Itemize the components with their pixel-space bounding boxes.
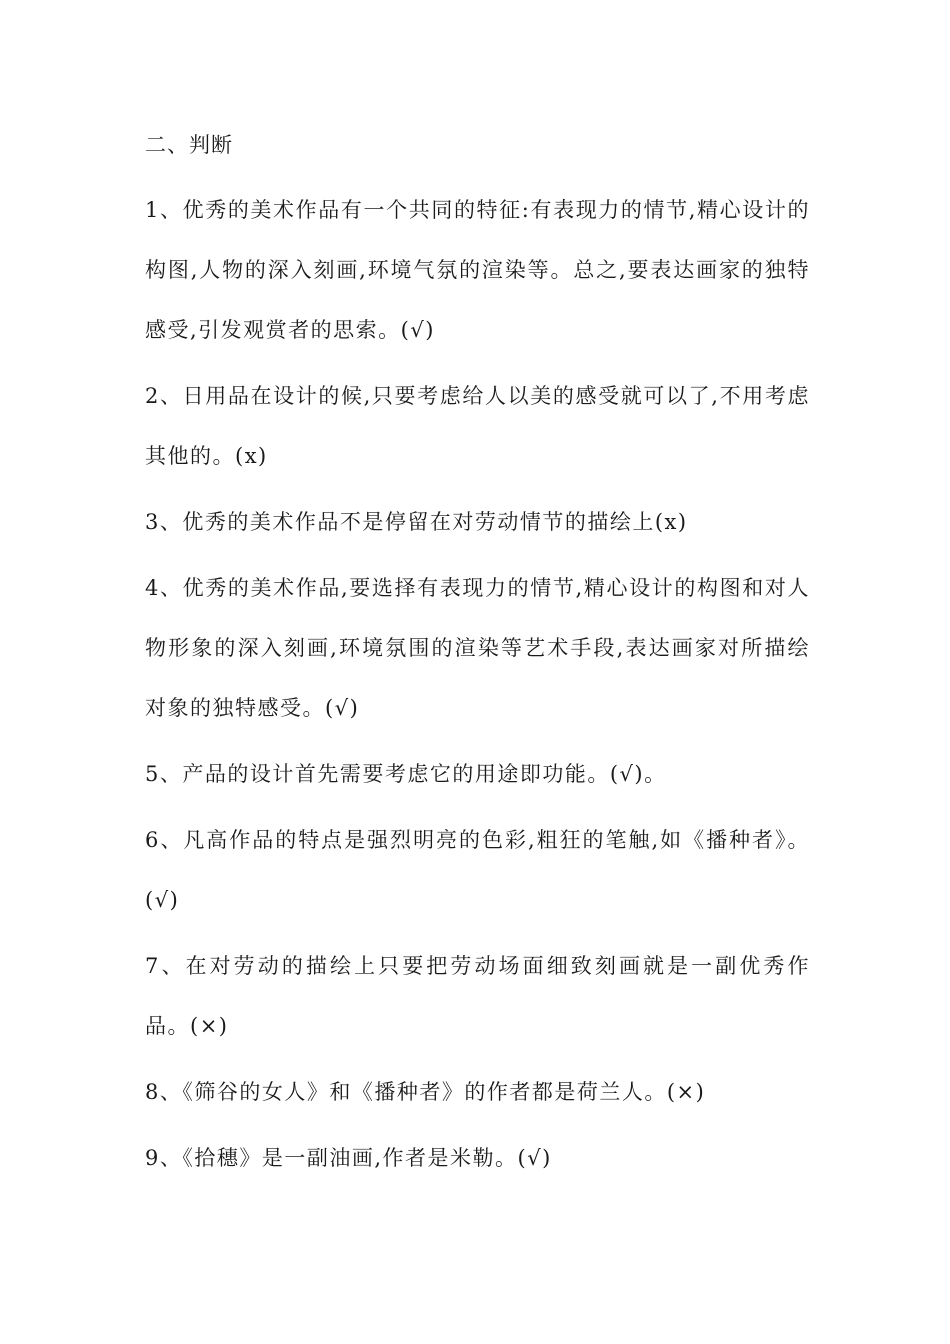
question-item-3: 3、优秀的美术作品不是停留在对劳动情节的描绘上(x) [145, 510, 688, 534]
question-item-7: 7、在对劳动的描绘上只要把劳动场面细致刻画就是一副优秀作品。(×) [145, 954, 810, 1038]
question-item-4: 4、优秀的美术作品,要选择有表现力的情节,精心设计的构图和对人物形象的深入刻画,环境氛围的渲染等艺术手段,表达画家对所描绘对象的独特感受。(√) [145, 576, 810, 720]
question-item-8: 8、《筛谷的女人》和《播种者》的作者都是荷兰人。(×) [145, 1080, 706, 1104]
question-item-1: 1、优秀的美术作品有一个共同的特征:有表现力的情节,精心设计的构图,人物的深入刻画,环境气氛的渲染等。总之,要表达画家的独特感受,引发观赏者的思索。(√) [145, 198, 810, 342]
question-item-9: 9、《拾穗》是一副油画,作者是米勒。(√) [145, 1146, 552, 1170]
section-heading: 二、判断 [145, 133, 233, 157]
question-item-5: 5、产品的设计首先需要考虑它的用途即功能。(√)。 [145, 762, 667, 786]
question-item-2: 2、日用品在设计的候,只要考虑给人以美的感受就可以了,不用考虑其他的。(x) [145, 384, 810, 468]
question-item-6: 6、凡高作品的特点是强烈明亮的色彩,粗狂的笔触,如《播种者》。(√) [145, 828, 810, 912]
document-body [145, 130, 810, 1194]
